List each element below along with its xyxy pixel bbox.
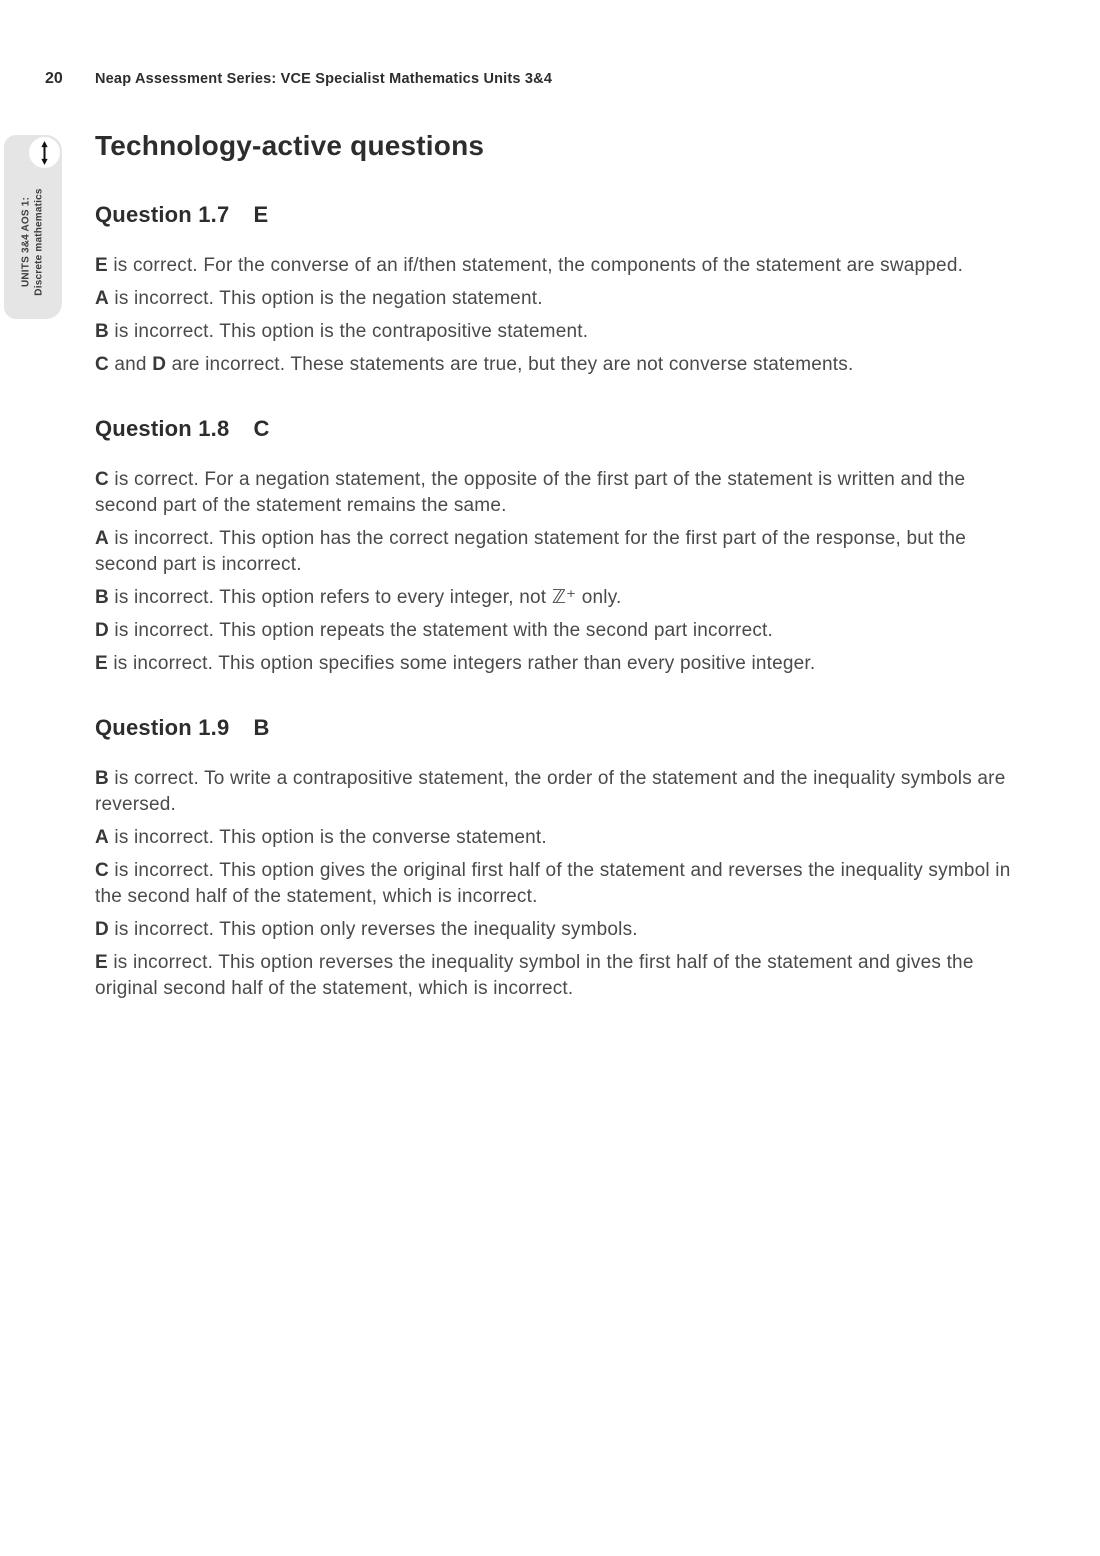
question-section xyxy=(95,716,1011,1002)
tab-label xyxy=(20,188,46,295)
explanation-paragraph: A is incorrect. This option has the correct negation statement for the first part of the response, but the second part is incorrect. xyxy=(95,528,967,575)
question-heading xyxy=(95,716,1011,740)
tab-circle xyxy=(29,137,60,168)
explanation-paragraph: D is incorrect. This option only reverses the inequality symbols. xyxy=(95,919,638,940)
question-label: Question 1.9 xyxy=(95,715,230,740)
explanation-paragraph: A is incorrect. This option is the converse statement. xyxy=(95,827,547,848)
question-answer: B xyxy=(253,715,270,740)
explanation-paragraph: E is correct. For the converse of an if/then statement, the components of the statement are swapped. xyxy=(95,255,964,276)
question-answer: C xyxy=(253,416,270,441)
header-title: Neap Assessment Series: VCE Specialist Mathematics Units 3&4 xyxy=(95,71,553,87)
explanation-paragraph: B is correct. To write a contrapositive statement, the order of the statement and the inequality symbols are reversed. xyxy=(95,768,1006,815)
page-title: Technology-active questions xyxy=(95,130,485,161)
explanation-paragraph: B is incorrect. This option is the contrapositive statement. xyxy=(95,321,589,342)
tab-label-line1: UNITS 3&4 AOS 1: xyxy=(21,196,33,288)
vertical-double-arrow-icon xyxy=(38,141,51,165)
explanation-paragraph: E is incorrect. This option reverses the inequality symbol in the first half of the statement and gives the original second half of the statement, which is incorrect. xyxy=(95,952,974,999)
explanation-paragraph: B is incorrect. This option refers to every integer, not ℤ⁺ only. xyxy=(95,587,622,608)
question-label: Question 1.7 xyxy=(95,202,230,227)
section-side-tab xyxy=(4,135,62,319)
question-heading xyxy=(95,417,1011,441)
explanation-paragraph: A is incorrect. This option is the negation statement. xyxy=(95,288,543,309)
explanation-paragraph: D is incorrect. This option repeats the statement with the second part incorrect. xyxy=(95,620,773,641)
explanation-paragraph: C and D are incorrect. These statements are true, but they are not converse statements. xyxy=(95,354,854,375)
tab-label-line2: Discrete mathematics xyxy=(34,188,46,296)
explanation-paragraph: C is correct. For a negation statement, the opposite of the first part of the statement is written and the second part of the statement remains the same. xyxy=(95,469,966,516)
question-section xyxy=(95,417,1011,677)
question-label: Question 1.8 xyxy=(95,416,230,441)
page-number: 20 xyxy=(45,70,63,87)
running-header xyxy=(45,70,552,88)
question-answer: E xyxy=(253,202,269,227)
question-section xyxy=(95,203,1011,378)
tab-text-wrap xyxy=(4,165,62,319)
explanation-paragraph: E is incorrect. This option specifies some integers rather than every positive integer. xyxy=(95,653,816,674)
explanation-paragraph: C is incorrect. This option gives the original first half of the statement and reverses the inequality symbol in the second half of the statement, which is incorrect. xyxy=(95,860,1011,907)
question-heading xyxy=(95,203,1011,227)
main-content xyxy=(95,130,1011,1041)
questions xyxy=(95,203,1011,1002)
